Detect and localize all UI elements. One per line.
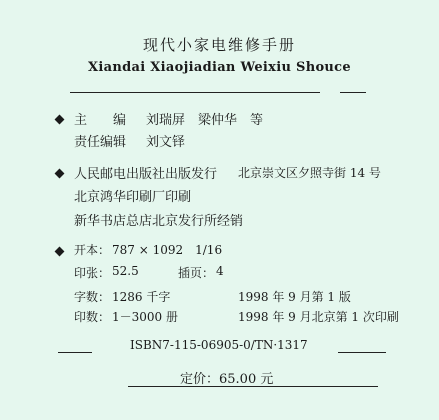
printing: 1998 年 9 月北京第 1 次印刷: [238, 310, 399, 324]
publisher: 人民邮电出版社出版发行: [74, 167, 218, 182]
format-label: 开本：: [74, 243, 111, 257]
title-divider: [70, 92, 320, 93]
responsible-editor-name: 刘文铎: [146, 135, 186, 150]
isbn-rule-left: [58, 352, 92, 353]
bullet-icon: [55, 169, 65, 179]
publisher-address: 北京崇文区夕照寺街 14 号: [238, 166, 381, 180]
inserts-value: 4: [216, 264, 224, 278]
book-title-chinese: 现代小家电维修手册: [142, 36, 296, 54]
editors-names: 刘瑞屏 梁仲华 等: [146, 113, 264, 128]
price-underline: [128, 386, 378, 387]
sheets-label: 印张：: [74, 266, 111, 280]
edition: 1998 年 9 月第 1 版: [238, 290, 351, 304]
copies-value: 1－3000 册: [112, 310, 178, 324]
printer: 北京鸿华印刷厂印刷: [74, 190, 192, 205]
price: 定价：65.00 元: [180, 372, 274, 387]
title-divider-short: [340, 92, 366, 93]
isbn: ISBN7-115-06905-0/TN·1317: [130, 338, 308, 352]
sheets-value: 52.5: [112, 264, 139, 278]
copies-label: 印数：: [74, 310, 111, 324]
distributor: 新华书店总店北京发行所经销: [74, 214, 244, 229]
responsible-editor-label: 责任编辑: [74, 135, 127, 150]
isbn-rule-right: [338, 352, 386, 353]
book-title-pinyin: Xiandai Xiaojiadian Weixiu Shouce: [88, 60, 351, 75]
inserts-label: 插页：: [178, 266, 215, 280]
word-count-value: 1286 千字: [112, 290, 171, 304]
bullet-icon: [55, 115, 65, 125]
format-value: 787 × 1092 1/16: [112, 243, 223, 257]
word-count-label: 字数：: [74, 290, 111, 304]
editors-label: 主 编: [74, 113, 127, 128]
bullet-icon: [55, 247, 65, 257]
